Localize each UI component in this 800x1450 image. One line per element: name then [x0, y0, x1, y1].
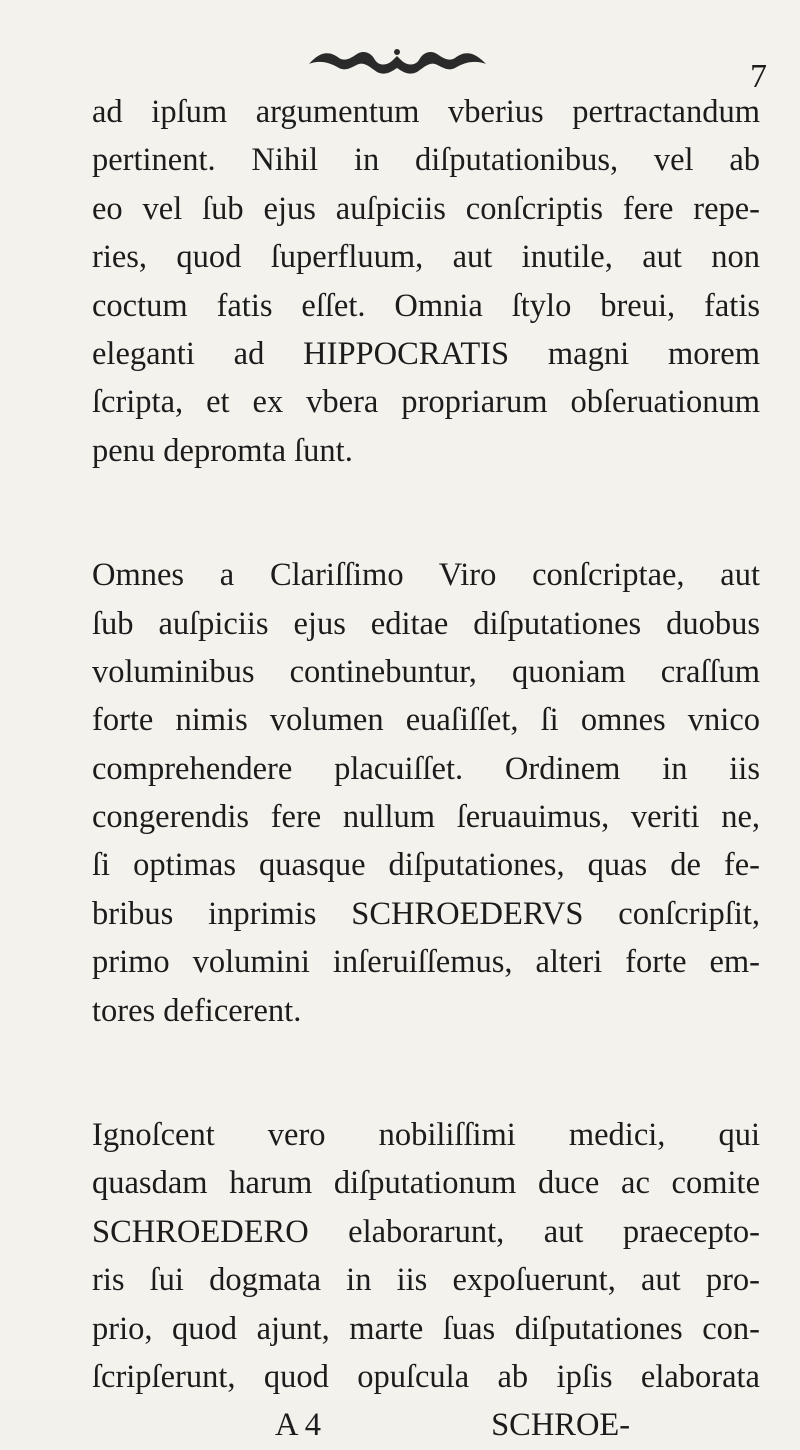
- text-line: tores deficerent.: [92, 992, 302, 1029]
- catchword: SCHROE-: [491, 1407, 631, 1444]
- text-line: ſcripſerunt, quod opuſcula ab ipſis elaborata: [92, 1358, 760, 1395]
- text-line: primo volumini inſeruiſſemus, alteri forte em-: [92, 944, 760, 981]
- text-line: bribus inprimis SCHROEDERVS conſcripſit,: [92, 895, 760, 932]
- text-line: penu depromta ſunt.: [92, 432, 353, 469]
- paragraph-1: [92, 88, 760, 475]
- printer-ornament-icon: [305, 44, 490, 78]
- text-line: eleganti ad HIPPOCRATIS magni morem: [92, 335, 760, 372]
- text-line: ſub auſpiciis ejus editae diſputationes duobus: [92, 605, 760, 642]
- text-line: SCHROEDERO elaborarunt, aut praecepto-: [92, 1213, 760, 1250]
- paragraph-2: [92, 551, 760, 1035]
- paragraph-3: [92, 1111, 760, 1401]
- text-line: pertinent. Nihil in diſputationibus, vel ab: [92, 142, 760, 179]
- text-line: eo vel ſub ejus auſpiciis conſcriptis fere repe-: [92, 190, 760, 227]
- text-line: Ignoſcent vero nobiliſſimi medici, qui: [92, 1117, 760, 1154]
- signature-mark: A 4: [275, 1407, 322, 1444]
- text-line: prio, quod ajunt, marte ſuas diſputationes con-: [92, 1310, 760, 1347]
- body-text: [92, 88, 760, 1450]
- text-line: ſi optimas quasque diſputationes, quas de fe-: [92, 847, 760, 884]
- text-line: comprehendere placuiſſet. Ordinem in iis: [92, 750, 760, 787]
- text-line: quasdam harum diſputationum duce ac comite: [92, 1165, 760, 1202]
- text-line: ris ſui dogmata in iis expoſuerunt, aut pro-: [92, 1262, 760, 1299]
- text-line: ad ipſum argumentum vberius pertractandum: [92, 94, 760, 130]
- page-number: 7: [750, 58, 767, 95]
- text-line: ſcripta, et ex vbera propriarum obſeruationum: [92, 384, 760, 421]
- text-line: ries, quod ſuperfluum, aut inutile, aut non: [92, 239, 760, 276]
- text-line: voluminibus continebuntur, quoniam craſſum: [92, 653, 760, 690]
- text-line: coctum fatis eſſet. Omnia ſtylo breui, fatis: [92, 287, 760, 324]
- text-line: congerendis fere nullum ſeruauimus, veriti ne,: [92, 799, 760, 836]
- text-line: forte nimis volumen euaſiſſet, ſi omnes vnico: [92, 702, 760, 739]
- text-line: Omnes a Clariſſimo Viro conſcriptae, aut: [92, 557, 760, 594]
- page-footer: [92, 1401, 760, 1449]
